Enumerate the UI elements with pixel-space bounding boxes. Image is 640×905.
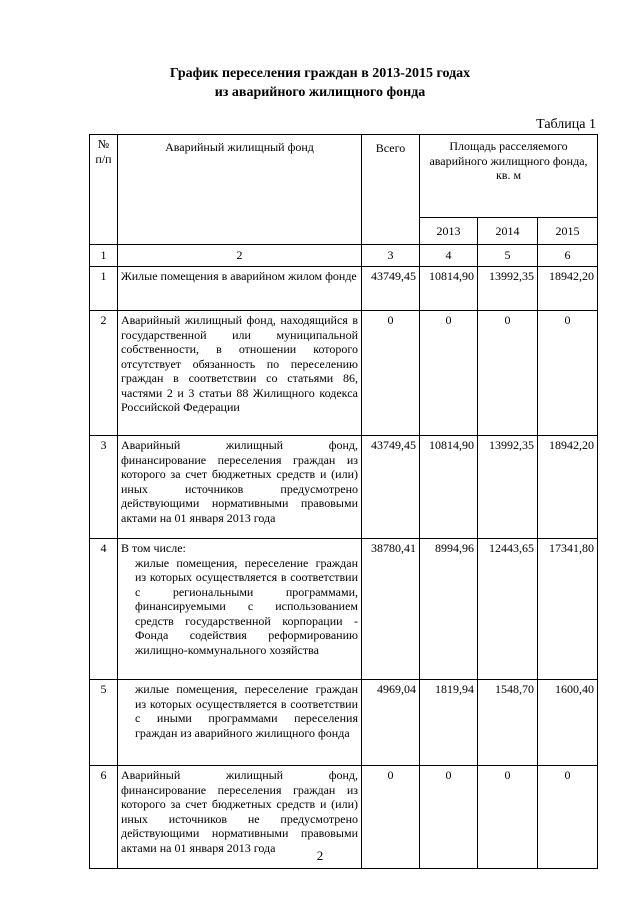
row-2013: 0 bbox=[420, 311, 478, 436]
row-2014: 0 bbox=[478, 311, 538, 436]
column-numbers-row bbox=[90, 245, 598, 267]
col-number: 5 bbox=[478, 245, 538, 267]
row-2015: 18942,20 bbox=[538, 267, 598, 311]
col-number: 2 bbox=[118, 245, 362, 267]
row-2015: 1600,40 bbox=[538, 680, 598, 766]
row-num: 2 bbox=[90, 311, 118, 436]
row-2015: 18942,20 bbox=[538, 436, 598, 539]
row-2013: 10814,90 bbox=[420, 267, 478, 311]
col-number: 4 bbox=[420, 245, 478, 267]
title-line-1: График переселения граждан в 2013-2015 годах bbox=[169, 66, 471, 81]
row-num: 6 bbox=[90, 766, 118, 869]
header-num: № п/п bbox=[90, 135, 118, 245]
row-desc bbox=[118, 436, 362, 539]
row-2013: 1819,94 bbox=[420, 680, 478, 766]
row-total: 38780,41 bbox=[362, 539, 420, 680]
header-year-2015: 2015 bbox=[538, 218, 598, 245]
row-desc bbox=[118, 267, 362, 311]
document-title bbox=[0, 64, 640, 102]
row-desc-head: Аварийный жилищный фонд, финансирование переселения граждан из которого за счет бюджетных средств и (или) иных источников не предусмотрено действующими нормативными правовыми актами на 01 января 2013 года bbox=[121, 768, 358, 855]
table-row bbox=[90, 267, 598, 311]
table-label: Таблица 1 bbox=[536, 117, 596, 132]
row-desc bbox=[118, 311, 362, 436]
table-row bbox=[90, 680, 598, 766]
row-total: 43749,45 bbox=[362, 436, 420, 539]
row-num: 1 bbox=[90, 267, 118, 311]
row-num: 5 bbox=[90, 680, 118, 766]
row-desc bbox=[118, 680, 362, 766]
header-year-2013: 2013 bbox=[420, 218, 478, 245]
row-2013: 10814,90 bbox=[420, 436, 478, 539]
row-desc-head: В том числе: bbox=[121, 541, 186, 555]
row-2015: 0 bbox=[538, 766, 598, 869]
col-number: 6 bbox=[538, 245, 598, 267]
resettlement-table bbox=[89, 134, 598, 869]
header-total: Всего bbox=[362, 135, 420, 245]
table-row bbox=[90, 436, 598, 539]
row-desc-body: жилые помещения, переселение граждан из которых осуществляется в соответствии с региональными программами, финансируемыми с использованием средств государственной корпорации - Фонда содействия реформированию жилищно-коммунального хозяйства bbox=[135, 555, 358, 657]
row-desc bbox=[118, 539, 362, 680]
header-area: Площадь расселяемого аварийного жилищного фонда, кв. м bbox=[420, 135, 598, 218]
row-2015: 17341,80 bbox=[538, 539, 598, 680]
row-total: 0 bbox=[362, 311, 420, 436]
header-year-2014: 2014 bbox=[478, 218, 538, 245]
row-2013: 0 bbox=[420, 766, 478, 869]
header-fund: Аварийный жилищный фонд bbox=[118, 135, 362, 245]
row-desc-head: Жилые помещения в аварийном жилом фонде bbox=[121, 269, 357, 283]
row-total: 4969,04 bbox=[362, 680, 420, 766]
col-number: 3 bbox=[362, 245, 420, 267]
row-total: 0 bbox=[362, 766, 420, 869]
row-2013: 8994,96 bbox=[420, 539, 478, 680]
row-2015: 0 bbox=[538, 311, 598, 436]
row-2014: 0 bbox=[478, 766, 538, 869]
row-desc-head: Аварийный жилищный фонд, финансирование переселения граждан из которого за счет бюджетных средств и (или) иных источников предусмотрено действующими нормативными правовыми актами на 01 января 2013 года bbox=[121, 438, 358, 525]
table-row bbox=[90, 539, 598, 680]
row-2014: 1548,70 bbox=[478, 680, 538, 766]
col-number: 1 bbox=[90, 245, 118, 267]
row-2014: 13992,35 bbox=[478, 267, 538, 311]
header-row bbox=[90, 135, 598, 218]
title-line-2: из аварийного жилищного фонда bbox=[214, 85, 426, 100]
table-row bbox=[90, 311, 598, 436]
row-desc-head: Аварийный жилищный фонд, находящийся в государственной или муниципальной собственности, в отношении которого отсутствует обязанность по переселению граждан в соответствии со статьями 86, частями 2 и 3 статьи 88 Жилищного кодекса Российской Федерации bbox=[121, 313, 358, 414]
row-2014: 12443,65 bbox=[478, 539, 538, 680]
row-num: 4 bbox=[90, 539, 118, 680]
row-2014: 13992,35 bbox=[478, 436, 538, 539]
row-desc-body: жилые помещения, переселение граждан из которых осуществляется в соответствии с иными программами переселения граждан из аварийного жилищного фонда bbox=[135, 682, 358, 740]
row-num: 3 bbox=[90, 436, 118, 539]
page-number: 2 bbox=[316, 848, 324, 863]
row-total: 43749,45 bbox=[362, 267, 420, 311]
